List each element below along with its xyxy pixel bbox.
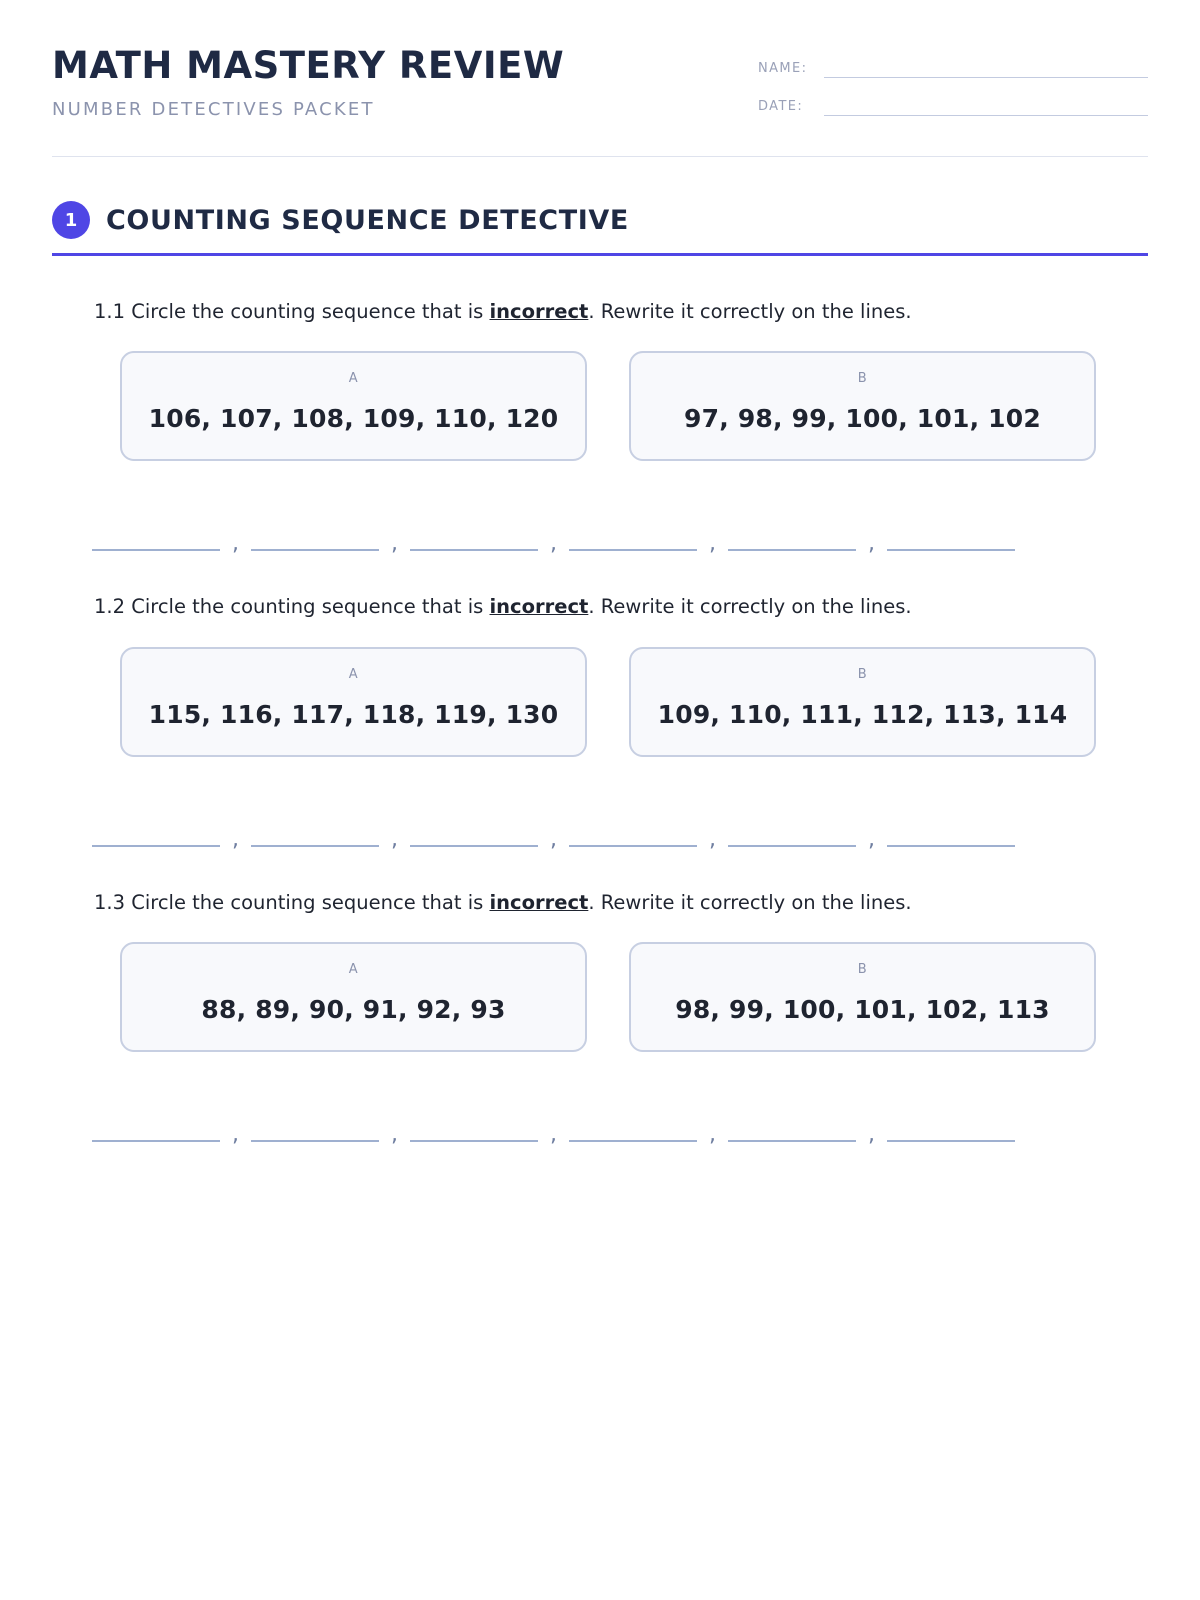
page-title: MATH MASTERY REVIEW [52, 44, 565, 87]
answer-blank[interactable] [887, 525, 1015, 551]
answer-separator: , [868, 531, 875, 557]
answer-blank[interactable] [410, 525, 538, 551]
title-block [52, 42, 564, 120]
question-prompt [52, 889, 1148, 916]
answer-separator: , [709, 1121, 716, 1147]
date-label: DATE: [758, 99, 804, 114]
question-prompt-emphasis: incorrect [489, 890, 589, 914]
choice-letter-b: B [857, 371, 868, 387]
choice-letter-a: A [348, 371, 359, 387]
answer-separator: , [550, 826, 557, 852]
section-title: COUNTING SEQUENCE DETECTIVE [106, 204, 629, 236]
answer-blank[interactable] [728, 1116, 856, 1142]
answer-separator: , [868, 1121, 875, 1147]
choice-card-b[interactable] [629, 351, 1096, 461]
question-prompt-emphasis: incorrect [489, 595, 589, 619]
choice-card-b[interactable] [629, 647, 1096, 757]
name-field-row [758, 58, 1148, 78]
answer-blank[interactable] [728, 525, 856, 551]
choice-value-a: 115, 116, 117, 118, 119, 130 [148, 699, 559, 729]
answer-blank[interactable] [92, 821, 220, 847]
question-prompt-emphasis: incorrect [489, 300, 589, 323]
section-number-badge: 1 [52, 201, 90, 239]
answer-separator: , [550, 531, 557, 557]
question-prompt [52, 593, 1148, 620]
answer-blank[interactable] [251, 1116, 379, 1142]
choice-value-a: 106, 107, 108, 109, 110, 120 [148, 404, 559, 434]
answer-separator: , [868, 826, 875, 852]
answer-blank[interactable] [887, 821, 1015, 847]
answer-blank[interactable] [728, 821, 856, 847]
question-prompt-before: 1.3 Circle the counting sequence that is [94, 890, 490, 914]
answer-separator: , [232, 531, 239, 557]
choice-card-b[interactable] [629, 942, 1096, 1052]
date-input-line[interactable] [824, 96, 1148, 116]
choice-card-a[interactable] [120, 942, 587, 1052]
choice-group [52, 942, 1148, 1052]
question-1-1 [52, 298, 1148, 557]
answer-separator: , [391, 531, 398, 557]
question-prompt-after: . Rewrite it correctly on the lines. [588, 890, 912, 914]
answer-blank[interactable] [251, 821, 379, 847]
answer-separator: , [391, 826, 398, 852]
question-prompt-before: 1.1 Circle the counting sequence that is [94, 300, 490, 323]
answer-blank[interactable] [251, 525, 379, 551]
question-prompt [52, 298, 1148, 325]
answer-row [52, 821, 1148, 852]
answer-blank[interactable] [569, 525, 697, 551]
answer-blank[interactable] [569, 821, 697, 847]
answer-separator: , [391, 1121, 398, 1147]
page-subtitle: NUMBER DETECTIVES PACKET [52, 98, 375, 120]
date-field-row [758, 96, 1148, 116]
answer-row [52, 525, 1148, 557]
answer-blank[interactable] [887, 1116, 1015, 1142]
choice-group [52, 351, 1148, 461]
question-prompt-after: . Rewrite it correctly on the lines. [588, 300, 912, 323]
answer-separator: , [232, 1121, 239, 1147]
name-label: NAME: [758, 61, 808, 76]
answer-separator: , [709, 826, 716, 852]
header-divider [52, 156, 1148, 157]
choice-value-a: 88, 89, 90, 91, 92, 93 [201, 994, 506, 1024]
answer-separator: , [709, 531, 716, 557]
student-meta-block [758, 42, 1148, 134]
name-input-line[interactable] [824, 58, 1148, 78]
choice-letter-a: A [348, 666, 359, 682]
answer-separator: , [550, 1121, 557, 1147]
section-divider [52, 253, 1148, 256]
question-prompt-before: 1.2 Circle the counting sequence that is [94, 595, 490, 619]
answer-blank[interactable] [569, 1116, 697, 1142]
choice-letter-b: B [857, 961, 868, 977]
section-header [52, 201, 1148, 239]
choice-card-a[interactable] [120, 351, 587, 461]
choice-letter-a: A [348, 961, 359, 977]
choice-value-b: 109, 110, 111, 112, 113, 114 [657, 699, 1068, 729]
question-prompt-after: . Rewrite it correctly on the lines. [588, 595, 912, 619]
answer-blank[interactable] [410, 1116, 538, 1142]
answer-blank[interactable] [410, 821, 538, 847]
answer-row [52, 1116, 1148, 1147]
answer-blank[interactable] [92, 525, 220, 551]
section-1 [52, 201, 1148, 256]
choice-letter-b: B [857, 666, 868, 682]
answer-blank[interactable] [92, 1116, 220, 1142]
choice-value-b: 98, 99, 100, 101, 102, 113 [675, 994, 1050, 1024]
question-1-3 [52, 889, 1148, 1147]
choice-group [52, 647, 1148, 757]
worksheet-header [52, 0, 1148, 134]
choice-value-b: 97, 98, 99, 100, 101, 102 [684, 404, 1041, 434]
choice-card-a[interactable] [120, 647, 587, 757]
answer-separator: , [232, 826, 239, 852]
question-1-2 [52, 593, 1148, 852]
